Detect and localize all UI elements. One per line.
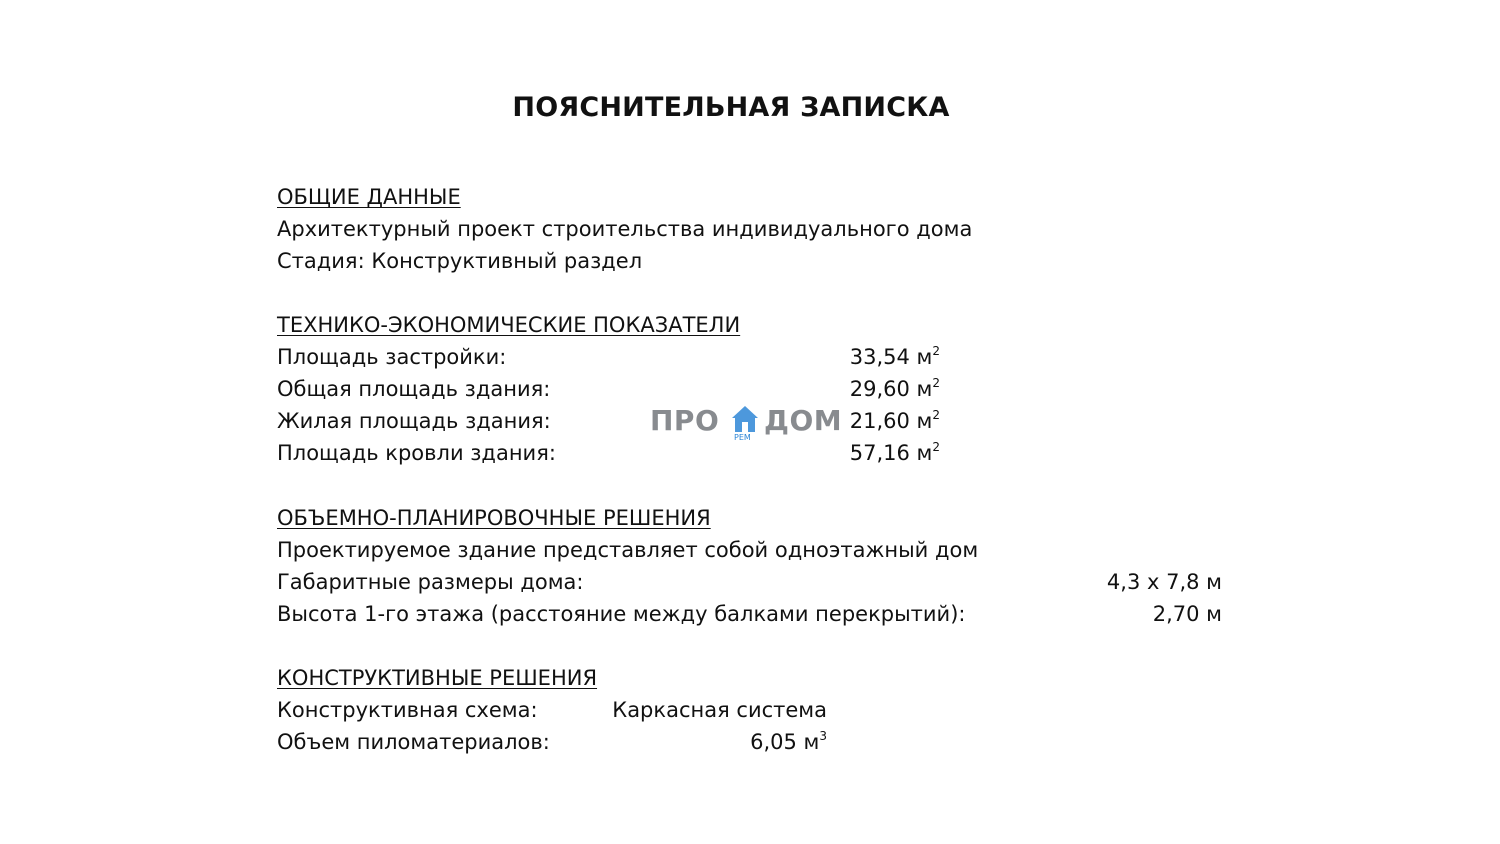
- document-title: ПОЯСНИТЕЛЬНАЯ ЗАПИСКА: [512, 92, 950, 123]
- structural-row-value: Каркасная система: [612, 698, 827, 722]
- section-heading-general: ОБЩИЕ ДАННЫЕ: [277, 185, 461, 209]
- general-line-stage: Стадия: Конструктивный раздел: [277, 249, 643, 273]
- watermark-right-text: ДОМ: [764, 404, 843, 437]
- structural-row-label: Объем пиломатериалов:: [277, 730, 550, 754]
- tech-row-value: 33,54 $м^2$: [849, 344, 940, 369]
- section-heading-structural: КОНСТРУКТИВНЫЕ РЕШЕНИЯ: [277, 666, 598, 690]
- section-heading-tech: ТЕХНИКО-ЭКОНОМИЧЕСКИЕ ПОКАЗАТЕЛИ: [277, 313, 741, 337]
- planning-line-description: Проектируемое здание представляет собой одноэтажный дом: [277, 538, 979, 562]
- planning-row-value: 4,3 х 7,8 м: [1106, 570, 1222, 594]
- tech-row-value: 29,60 $м^2$: [849, 376, 940, 401]
- planning-row-label: Высота 1-го этажа (расстояние между балками перекрытий):: [277, 602, 966, 626]
- tech-row-label: Площадь кровли здания:: [277, 441, 556, 465]
- tech-row-value: 57,16 $м^2$: [849, 440, 940, 465]
- tech-row-value: 21,60 $м^2$: [849, 408, 940, 433]
- watermark-sub-text: РЕМ: [734, 433, 751, 442]
- planning-row-label: Габаритные размеры дома:: [277, 570, 584, 594]
- planning-row-value: 2,70 м: [1152, 602, 1222, 626]
- watermark-logo: [650, 404, 850, 446]
- structural-row-value: 6,05 $м^3$: [750, 729, 827, 754]
- general-line-project: Архитектурный проект строительства индивидуального дома: [277, 217, 973, 241]
- tech-row-label: Общая площадь здания:: [277, 377, 551, 401]
- structural-row-label: Конструктивная схема:: [277, 698, 538, 722]
- tech-row-label: Жилая площадь здания:: [277, 409, 551, 433]
- tech-row-label: Площадь застройки:: [277, 345, 507, 369]
- section-heading-planning: ОБЪЕМНО-ПЛАНИРОВОЧНЫЕ РЕШЕНИЯ: [277, 506, 711, 530]
- watermark-left-text: ПРО: [650, 404, 720, 437]
